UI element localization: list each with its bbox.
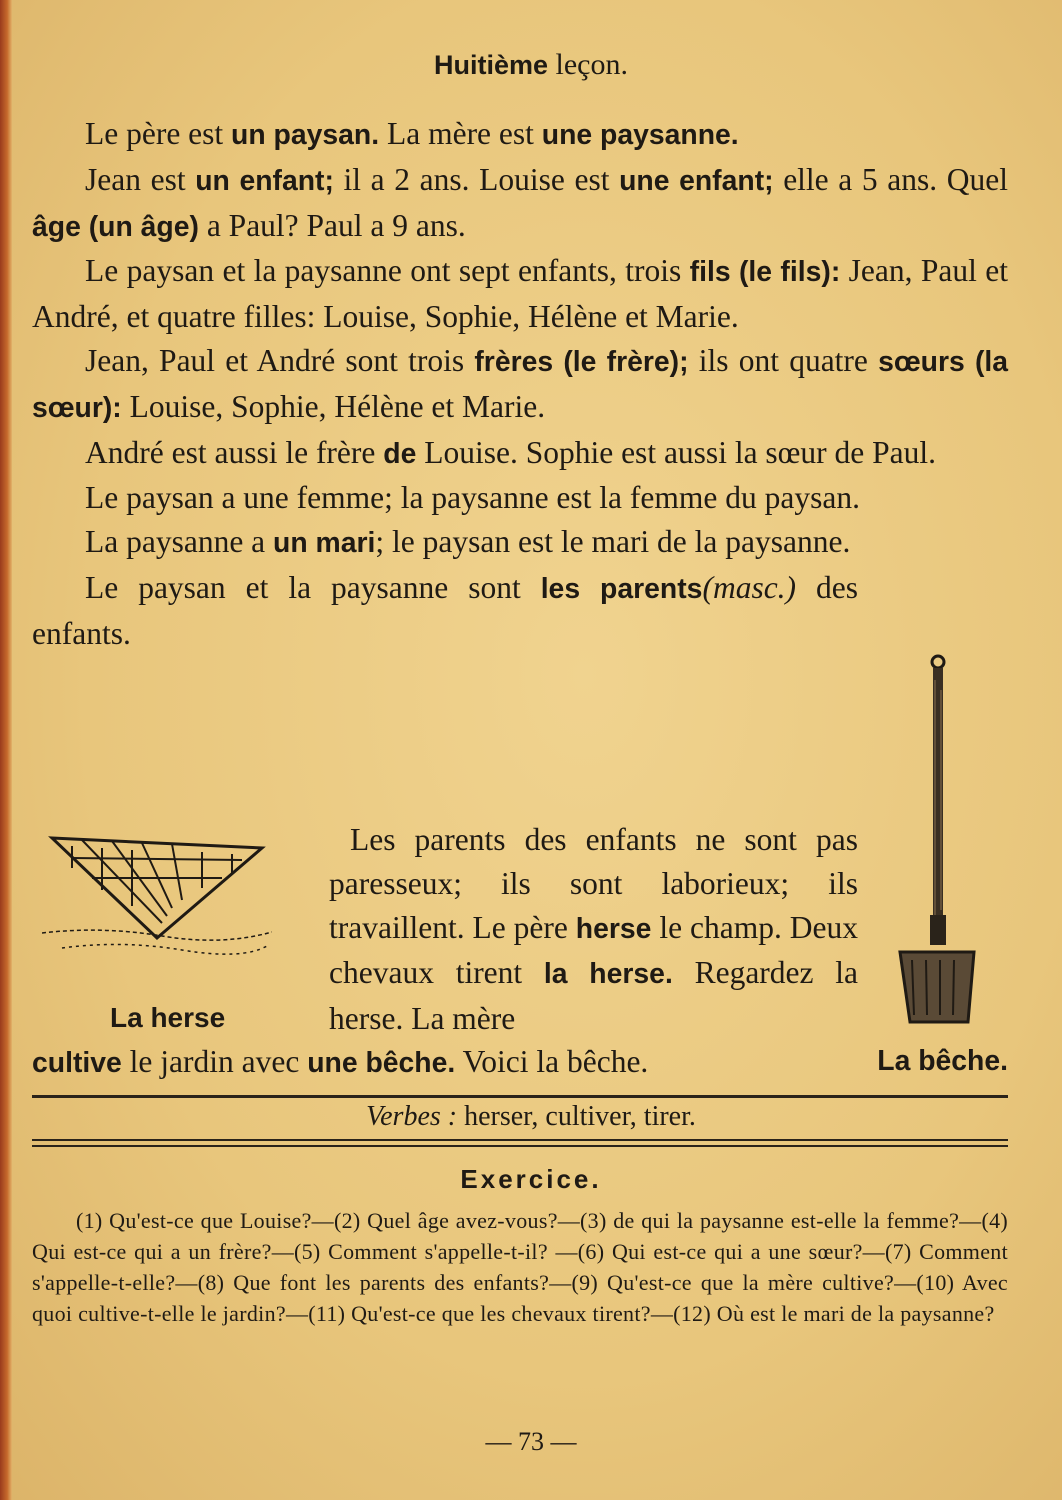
harrow-caption: La herse (110, 1002, 226, 1033)
harrow-section (32, 818, 1008, 1088)
grammar-note: (masc.) (702, 569, 797, 605)
text: ; le paysan est le mari de la paysanne. (375, 524, 851, 560)
page-number: — 73 — (485, 1427, 577, 1456)
text: Le paysan et la paysanne ont sept enfants, trois (85, 253, 690, 289)
divider-bottom (32, 1139, 1008, 1141)
text: le champ. Deux chevaux tirent (329, 909, 858, 991)
vocab-term: cultive (32, 1047, 122, 1079)
paragraph-5 (32, 431, 1008, 477)
text: La paysanne a (85, 524, 274, 560)
text: Jean, Paul et André, et quatre filles: Louise, Sophie, Hélène et Marie. (32, 253, 1008, 335)
text: Le père est (85, 116, 232, 151)
paragraph-1 (32, 112, 1008, 158)
text: Jean est (85, 161, 196, 197)
verbs-line (0, 1101, 1062, 1133)
vocab-term: herse (575, 912, 652, 945)
text: ils ont quatre (688, 342, 879, 378)
text: Les parents des enfants ne sont pas paresseux; ils sont laborieux; ils travaillent. Le père (329, 822, 858, 945)
vocab-term: la herse. (543, 958, 673, 991)
text: Le paysan a une femme; la paysanne est la femme du paysan. (85, 480, 860, 516)
paragraph-2 (32, 158, 1008, 250)
text: elle a 5 ans. Quel (773, 161, 1008, 197)
vocab-term: une paysanne. (541, 119, 739, 151)
lesson-title-rest: leçon. (555, 48, 628, 81)
text: le jardin avec (121, 1044, 308, 1079)
text: il a 2 ans. Louise est (333, 161, 620, 197)
paragraph-6 (32, 476, 1008, 520)
book-spine-edge (0, 0, 12, 1500)
exercise-questions: (1) Qu'est-ce que Louise?—(2) Quel âge avez-vous?—(3) de qui la paysanne est-elle la femme?—(4) Qui est-ce qui a un frère?—(5) Comment s'appelle-t-il? —(6) Qui est-ce qui a une sœur?—(7) Comment s'appelle-t-elle?—(8) Que font les parents des enfants?—(9) Qu'est-ce que la mère cultive?—(10) Avec quoi cultive-t-elle le jardin?—(11) Qu'est-ce que les chevaux tirent?—(12) Où est le mari de la paysanne? (32, 1208, 1008, 1326)
paragraph-8 (32, 566, 858, 656)
vocab-term: sœurs (la sœur): (32, 345, 1009, 424)
vocab-term: un enfant; (195, 164, 334, 197)
paragraph-9 (329, 818, 858, 1041)
vocab-term: une bêche. (307, 1047, 456, 1079)
text: a Paul? Paul a 9 ans. (198, 207, 466, 243)
divider-top (32, 1095, 1008, 1098)
verbs-list: herser, cultiver, tirer. (457, 1101, 696, 1132)
lesson-title-bold: Huitième (434, 50, 549, 80)
vocab-term: une enfant; (619, 164, 774, 197)
text: Le paysan et la paysanne sont (85, 569, 541, 605)
paragraph-9-last-line (32, 1040, 1008, 1086)
lesson-body (32, 112, 1008, 656)
text: Regardez la herse. La mère (329, 955, 858, 1037)
paragraph-3 (32, 249, 1008, 339)
text: Louise. Sophie est aussi la sœur de Paul. (416, 434, 937, 470)
text: Jean, Paul et André sont trois (85, 342, 475, 378)
vocab-term: frères (le frère); (474, 345, 689, 378)
lesson-title (0, 48, 1062, 82)
paragraph-4 (32, 339, 1008, 431)
vocab-term: de (383, 437, 417, 470)
text: Louise, Sophie, Hélène et Marie. (121, 388, 546, 424)
harrow-illustration (42, 828, 272, 968)
text: Voici la bêche. (455, 1044, 649, 1079)
exercise-title: Exercice. (460, 1164, 602, 1194)
text: des enfants. (32, 569, 859, 651)
vocab-term: les parents (540, 572, 703, 605)
vocab-term: un paysan. (231, 119, 380, 151)
divider-bottom-double (32, 1145, 1008, 1147)
text: André est aussi le frère (85, 434, 384, 470)
vocab-term: âge (32, 210, 81, 243)
paragraph-7 (32, 520, 858, 566)
text: La mère est (379, 116, 542, 151)
text (81, 208, 89, 243)
vocab-term: un mari (273, 527, 376, 560)
vocab-term: fils (le fils): (689, 256, 841, 289)
vocab-term: (un âge) (88, 210, 199, 243)
spade-caption: La bêche. (877, 1045, 1008, 1077)
verbs-label: Verbes : (366, 1101, 458, 1132)
